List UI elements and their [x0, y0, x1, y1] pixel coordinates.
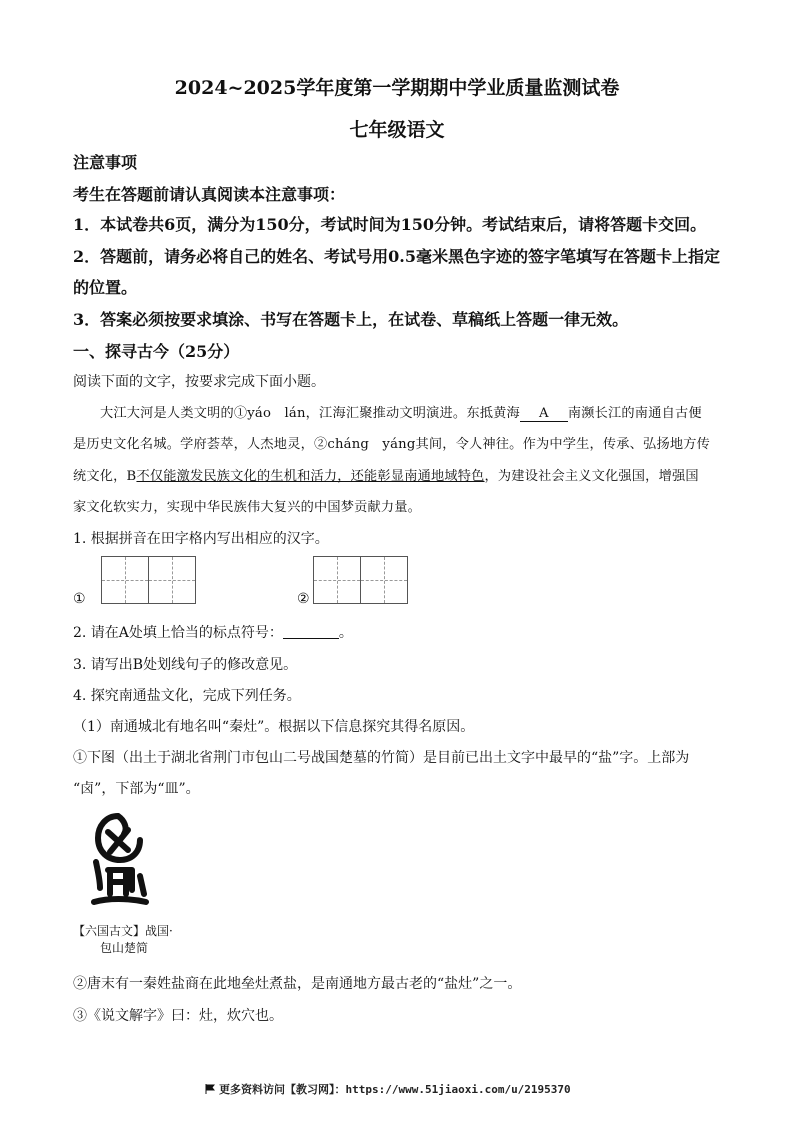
info-1-line-2: “卤”，下部为“皿”。: [73, 781, 200, 797]
grid-label-1: ①: [73, 591, 86, 607]
info-1-line-1: ①下图（出土于湖北省荆门市包山二号战国楚墓的竹简）是目前已出土文字中最早的“盐”字。上部为: [73, 750, 690, 766]
passage-line-1: [100, 402, 702, 422]
tianzige-grid-1[interactable]: [101, 556, 195, 604]
grid-label-2: ②: [297, 591, 310, 607]
notice-item-1: 1．本试卷共6页，满分为150分，考试时间为150分钟。考试结束后，请将答题卡交回。: [73, 215, 707, 234]
footer-text[interactable]: 更多资料访问【教习网】：https://www.51jiaoxi.com/u/2195370: [219, 1083, 571, 1096]
answer-blank[interactable]: [283, 624, 339, 639]
notice-heading: 注意事项: [73, 153, 138, 172]
notice-item-3: 3．答案必须按要求填涂、书写在答题卡上，在试卷、草稿纸上答题一律无效。: [73, 310, 629, 329]
notice-item-2-line-1: 2．答题前，请务必将自己的姓名、考试号用0.5毫米黑色字迹的签字笔填写在答题卡上指定: [73, 247, 720, 266]
flag-icon: [205, 1084, 215, 1094]
info-3: ③《说文解字》曰：灶，炊穴也。: [73, 1008, 283, 1024]
exam-title: 2024~2025学年度第一学期期中学业质量监测试卷: [174, 77, 620, 99]
tianzige-cell[interactable]: [360, 556, 408, 604]
tianzige-cell[interactable]: [148, 556, 196, 604]
notice-item-2-line-2: 的位置。: [73, 278, 138, 297]
passage-text: ，为建设社会主义文化强国，增强国: [484, 469, 699, 484]
passage-text: 大江大河是人类文明的①yáo lán，江海汇聚推动文明演进。东抵黄海: [100, 406, 520, 421]
passage-text: 南濒长江的南通自古便: [567, 406, 702, 421]
passage-line-4: 家文化软实力，实现中华民族伟大复兴的中国梦贡献力量。: [73, 500, 422, 515]
question-3: 3. 请写出B处划线句子的修改意见。: [73, 657, 298, 673]
info-2: ②唐末有一秦姓盐商在此地垒灶煮盐，是南通地方最古老的“盐灶”之一。: [73, 976, 522, 992]
question-4-1: （1）南通城北有地名叫“秦灶”。根据以下信息探究其得名原因。: [73, 719, 475, 735]
passage-line-2: 是历史文化名城。学府荟萃，人杰地灵，②cháng yáng其间，令人神往。作为中学生，传承、弘扬地方传: [73, 437, 710, 452]
passage-line-3: [73, 465, 699, 484]
tianzige-grid-2[interactable]: [313, 556, 407, 604]
question-1: 1. 根据拼音在田字格内写出相应的汉字。: [73, 531, 329, 547]
blank-a: A: [520, 406, 568, 422]
question-2-text: 2. 请在A处填上恰当的标点符号：: [73, 625, 283, 641]
image-caption-line-2: 包山楚简: [100, 941, 149, 955]
tianzige-cell[interactable]: [313, 556, 361, 604]
passage-text: 统文化，B: [73, 469, 137, 484]
underlined-sentence-b: 不仅能激发民族文化的生机和活力，还能彰显南通地域特色: [136, 469, 485, 484]
image-caption-line-1: 【六国古文】战国·: [73, 924, 173, 938]
footer-link[interactable]: [205, 1081, 571, 1097]
section-instruction: 阅读下面的文字，按要求完成下面小题。: [73, 374, 325, 390]
question-4: 4. 探究南通盐文化，完成下列任务。: [73, 688, 301, 704]
notice-intro: 考生在答题前请认真阅读本注意事项：: [73, 185, 346, 204]
question-2: [73, 622, 353, 642]
exam-subtitle: 七年级语文: [349, 119, 445, 141]
section-heading: 一、探寻古今（25分）: [73, 342, 240, 361]
question-2-end: 。: [338, 625, 353, 641]
ancient-salt-character-image: [88, 810, 150, 922]
tianzige-cell[interactable]: [101, 556, 149, 604]
